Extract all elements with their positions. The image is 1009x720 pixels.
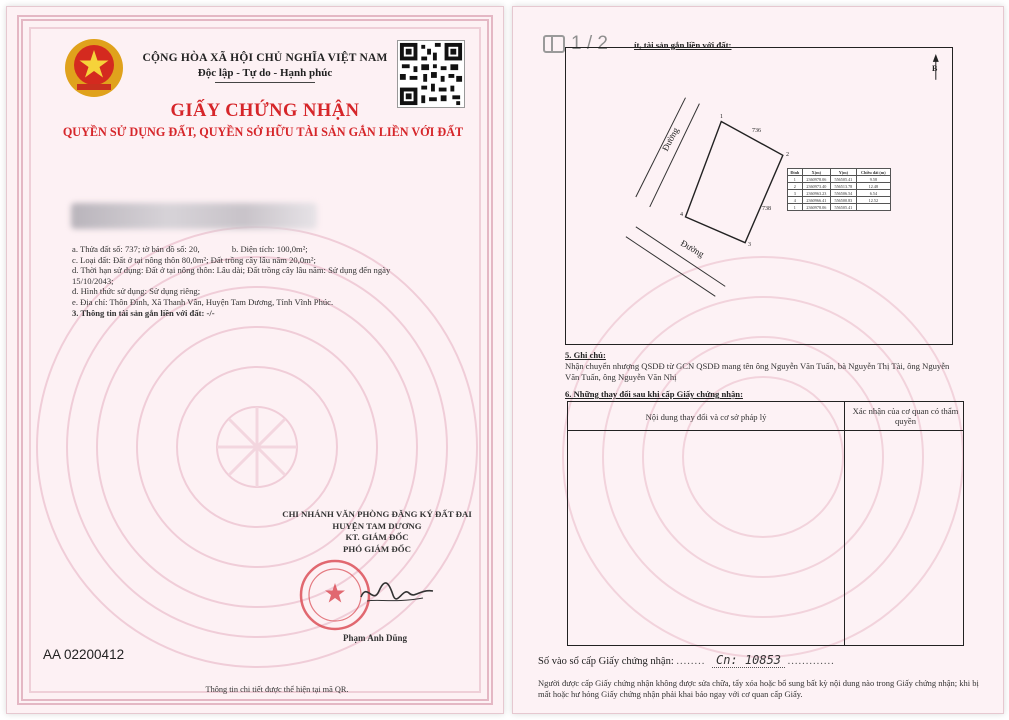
motto-underline <box>215 82 315 83</box>
cell: 2360978.06 <box>802 176 830 183</box>
neighbor-plot-736: 736 <box>752 128 761 134</box>
cell: 556513.78 <box>831 183 857 190</box>
land-information <box>72 244 452 318</box>
cell: 4 <box>788 197 803 204</box>
neighbor-plot-738: 738 <box>762 206 771 212</box>
land-type: c. Loại đất: Đất ở tại nông thôn 80,0m²; Đất trồng cây lâu năm 20,0m²; <box>72 254 316 265</box>
register-number: Cn: 10853 <box>712 653 785 668</box>
signer-name: Phạm Anh Dũng <box>342 633 408 643</box>
section-header-partial: ít, tài sản gắn liền với đất: <box>634 40 732 50</box>
changes-col-confirmation: Xác nhận của cơ quan có thẩm quyền <box>852 406 959 426</box>
cell: 6.54 <box>856 190 890 197</box>
authority-line2: HUYỆN TAM DƯƠNG <box>332 520 422 531</box>
table-row <box>788 183 891 190</box>
issuing-authority <box>247 509 504 555</box>
national-emblem-icon <box>63 37 125 99</box>
column-divider <box>844 402 845 645</box>
certificate-front-page <box>6 6 504 714</box>
cell: 556505.41 <box>831 176 857 183</box>
cell: 556505.41 <box>831 204 857 211</box>
changes-table <box>567 401 964 646</box>
land-use-form: đ. Hình thức sử dụng: Sử dụng riêng; <box>72 286 201 297</box>
coord-col-y: Y(m) <box>831 169 857 176</box>
cell: 1 <box>788 204 803 211</box>
notes-text: Nhận chuyển nhượng QSDĐ từ GCN QSDĐ mang tên ông Nguyễn Văn Tuấn, bà Nguyễn Thị Tài, ông Nguyễn Văn Tuấn, ông Nguyễn Văn Nhị <box>565 361 950 382</box>
land-plot: a. Thửa đất số: 737; tờ bản đồ số: 20, <box>72 244 200 254</box>
register-dots-end: ............. <box>787 656 835 667</box>
page-indicator-text: 1 / 2 <box>571 33 608 54</box>
certificate-title: GIẤY CHỨNG NHẬN <box>170 101 360 121</box>
road-label-1: Đường <box>660 125 681 153</box>
coord-col-vertex: Đỉnh <box>788 169 803 176</box>
vertex-2: 2 <box>786 152 789 158</box>
vertex-4: 4 <box>680 212 683 218</box>
land-plot-row <box>72 244 452 255</box>
coordinate-table <box>787 168 891 211</box>
certificate-subtitle: QUYỀN SỬ DỤNG ĐẤT, QUYỀN SỞ HỮU TÀI SẢN GẮN LIỀN VỚI ĐẤT <box>62 125 464 139</box>
land-term: d. Thời hạn sử dụng: Đất ở tại nông thôn: Lâu dài; Đất trồng cây lâu năm: Sử dụng đến ngày <box>72 265 391 276</box>
land-address: e. Địa chỉ: Thôn Đình, Xã Thanh Vân, Huyện Tam Dương, Tỉnh Vĩnh Phúc. <box>72 296 334 307</box>
table-row <box>788 176 891 183</box>
table-row <box>788 204 891 211</box>
header-divider <box>568 430 963 431</box>
table-row <box>788 190 891 197</box>
attached-assets: 3. Thông tin tài sản gắn liền với đất: -/- <box>72 307 215 318</box>
plot-map <box>565 47 953 345</box>
notes-title: 5. Ghi chú: <box>565 350 606 360</box>
authority-line3: KT. GIÁM ĐỐC <box>345 532 409 542</box>
vertex-3: 3 <box>748 242 751 248</box>
national-motto: Độc lập - Tự do - Hạnh phúc <box>197 67 333 79</box>
warning-note: Người được cấp Giấy chứng nhận không được sửa chữa, tẩy xóa hoặc bổ sung bất kỳ nội dung nào trong Giấy chứng nhận; khi bị mất hoặc hư hỏng Giấy chứng nhận phải khai báo ngay với cơ quan cấp Giấy. <box>538 678 979 699</box>
cell: 1 <box>788 176 803 183</box>
cell: 2360973.40 <box>802 183 830 190</box>
changes-col-content: Nội dung thay đổi và cơ sở pháp lý <box>645 412 767 422</box>
qr-footer-note: Thông tin chi tiết được thể hiện tại mã QR. <box>205 685 349 694</box>
north-label: B <box>932 64 938 73</box>
vertex-1: 1 <box>720 114 723 120</box>
cell: 3 <box>788 190 803 197</box>
redacted-owner-name <box>71 203 317 229</box>
register-dots: ........ <box>676 656 706 667</box>
road-label-2: Đường <box>679 238 706 260</box>
serial-number: AA 02200412 <box>43 647 125 662</box>
coord-table-header <box>788 169 891 176</box>
authority-line1: CHI NHÁNH VĂN PHÒNG ĐĂNG KÝ ĐẤT ĐAI <box>282 509 472 519</box>
cell: 12.48 <box>856 183 890 190</box>
handwritten-signature <box>357 577 437 607</box>
cell <box>856 204 890 211</box>
register-label: Số vào sổ cấp Giấy chứng nhận: <box>538 656 674 667</box>
authority-line4: PHÓ GIÁM ĐỐC <box>343 543 411 554</box>
cell: 556500.83 <box>831 197 857 204</box>
book-icon <box>543 35 565 53</box>
cell: 12.52 <box>856 197 890 204</box>
table-row <box>788 197 891 204</box>
land-area: b. Diện tích: 100,0m²; <box>231 244 308 254</box>
cell: 2360963.23 <box>802 190 830 197</box>
cell: 9.58 <box>856 176 890 183</box>
coord-col-x: X(m) <box>802 169 830 176</box>
cell: 2360978.06 <box>802 204 830 211</box>
qr-code-icon <box>397 40 465 108</box>
land-term-date: 15/10/2043; <box>72 275 114 286</box>
cell: 2 <box>788 183 803 190</box>
register-number-row <box>538 653 835 667</box>
certificate-back-page <box>512 6 1004 714</box>
national-title: CỘNG HÒA XÃ HỘI CHỦ NGHĨA VIỆT NAM <box>142 52 388 64</box>
coord-col-length: Chiều dài (m) <box>856 169 890 176</box>
changes-title: 6. Những thay đổi sau khi cấp Giấy chứng nhận: <box>565 389 743 399</box>
cell: 556506.54 <box>831 190 857 197</box>
cell: 2360966.41 <box>802 197 830 204</box>
